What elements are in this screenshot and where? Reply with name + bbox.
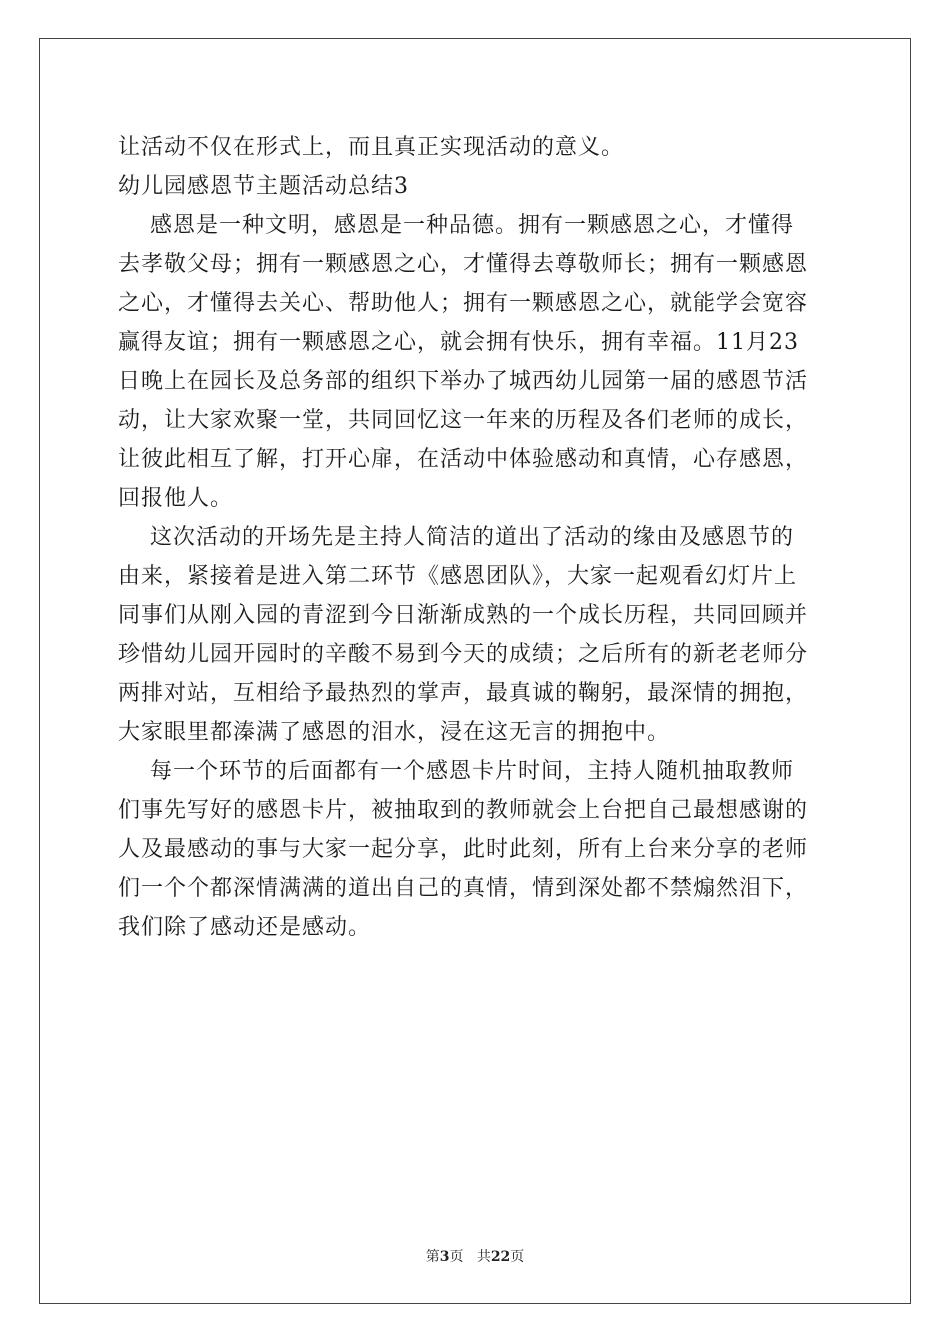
paragraph-3	[118, 752, 838, 947]
body-line: 们一个个都深情满满的道出自己的真情，情到深处都不禁煽然泪下，	[118, 876, 809, 901]
document-body	[118, 128, 838, 947]
page-footer	[0, 1248, 950, 1266]
body-line: 让活动不仅在形式上，而且真正实现活动的意义。	[118, 135, 625, 160]
body-line: 这次活动的开场先是主持人简洁的道出了活动的缘由及感恩节的	[118, 525, 794, 550]
body-line: 我们除了感动还是感动。	[118, 915, 372, 940]
page-number: 3	[439, 1249, 450, 1265]
body-line: 赢得友谊；拥有一颗感恩之心，就会拥有快乐，拥有幸福。11月23	[118, 330, 799, 355]
paragraph-2	[118, 518, 838, 752]
total-prefix: 共	[476, 1249, 491, 1265]
body-line: 同事们从刚入园的青涩到今日渐渐成熟的一个成长历程，共同回顾并	[118, 603, 809, 628]
body-line: 动，让大家欢聚一堂，共同回忆这一年来的历程及各们老师的成长，	[118, 408, 809, 433]
section-heading: 幼儿园感恩节主题活动总结3	[118, 174, 409, 199]
body-line: 珍惜幼儿园开园时的辛酸不易到今天的成绩；之后所有的新老老师分	[118, 642, 809, 667]
body-line: 日晚上在园长及总务部的组织下举办了城西幼儿园第一届的感恩节活	[118, 369, 809, 394]
total-suffix: 页	[510, 1249, 525, 1265]
body-line: 感恩是一种文明，感恩是一种品德。拥有一颗感恩之心，才懂得	[118, 213, 794, 238]
body-line: 们事先写好的感恩卡片，被抽取到的教师就会上台把自己最想感谢的	[118, 798, 809, 823]
total-pages: 22	[490, 1249, 511, 1265]
page-prefix: 第	[425, 1249, 440, 1265]
body-line: 由来，紧接着是进入第二环节《感恩团队》，大家一起观看幻灯片上	[118, 564, 798, 589]
body-line: 去孝敬父母；拥有一颗感恩之心，才懂得去尊敬师长；拥有一颗感恩	[118, 252, 809, 277]
body-line: 回报他人。	[118, 486, 234, 511]
body-line: 让彼此相互了解，打开心扉，在活动中体验感动和真情，心存感恩，	[118, 447, 809, 472]
paragraph-1	[118, 206, 838, 518]
body-line: 两排对站，互相给予最热烈的掌声，最真诚的鞠躬，最深情的拥抱，	[118, 681, 809, 706]
body-line: 之心，才懂得去关心、帮助他人；拥有一颗感恩之心，就能学会宽容	[118, 291, 809, 316]
body-line: 每一个环节的后面都有一个感恩卡片时间，主持人随机抽取教师	[118, 759, 794, 784]
body-line: 人及最感动的事与大家一起分享，此时此刻，所有上台来分享的老师	[118, 837, 809, 862]
page-suffix: 页	[449, 1249, 464, 1265]
body-line: 大家眼里都溱满了感恩的泪水，浸在这无言的拥抱中。	[118, 720, 671, 745]
